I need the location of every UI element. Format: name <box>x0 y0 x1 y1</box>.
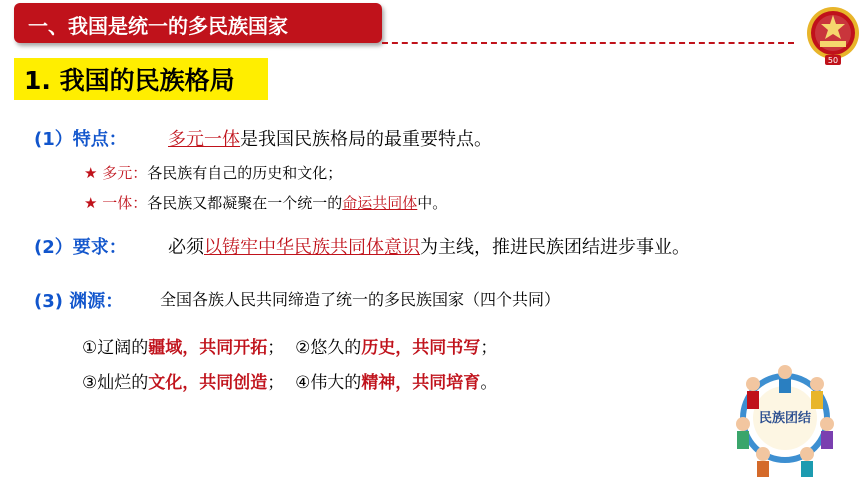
emblem-number: 50 <box>827 56 839 65</box>
subtitle-box <box>14 58 268 100</box>
bullet2-keyword: 命运共同体 <box>342 194 418 212</box>
features-sentence <box>168 125 492 151</box>
section-title-bar <box>14 3 382 43</box>
origin-item-1: ①辽阔的疆域，共同开拓； <box>82 338 285 358</box>
requirement-keyword: 以铸牢中华民族共同体意识 <box>204 237 420 258</box>
requirement-before: 必须 <box>168 237 204 258</box>
origin-line-1 <box>82 333 497 358</box>
illustration-caption: 民族团结 <box>758 411 812 426</box>
star-icon: ★ <box>84 194 98 212</box>
requirement-label: (2）要求： <box>34 237 127 258</box>
star-icon: ★ <box>84 164 98 182</box>
bullet1-label: 多元： <box>102 164 148 182</box>
ethnic-unity-illustration <box>723 358 847 480</box>
bullet2-text-after: 中。 <box>417 194 448 212</box>
origin-item-3: ③灿烂的文化，共同创造； <box>82 373 285 393</box>
features-rest: 是我国民族格局的最重要特点。 <box>240 129 492 150</box>
bullet1-text: 各民族有自己的历史和文化； <box>147 164 343 182</box>
national-emblem-icon <box>806 3 860 69</box>
requirement-after: 为主线，推进民族团结进步事业。 <box>420 237 690 258</box>
bullet2-text-before: 各民族又都凝聚在一个统一的 <box>147 194 343 212</box>
origin-item-2: ②悠久的历史，共同书写； <box>295 338 498 358</box>
origin-label: (3) 渊源： <box>34 291 124 312</box>
section-title: 一、我国是统一的多民族国家 <box>28 14 288 38</box>
bullet-diversity <box>84 162 342 183</box>
origin-text: 全国各族人民共同缔造了统一的多民族国家（四个共同） <box>160 290 561 309</box>
bullet2-label: 一体： <box>102 194 148 212</box>
features-label: (1）特点： <box>34 129 127 150</box>
subtitle: 1. 我国的民族格局 <box>24 66 235 95</box>
requirement-sentence <box>168 233 690 259</box>
origin-line-2 <box>82 368 497 393</box>
bullet-unity <box>84 192 447 213</box>
origin-item-4: ④伟大的精神，共同培育。 <box>295 373 498 393</box>
header-divider <box>382 42 794 44</box>
features-keyword: 多元一体 <box>168 129 240 150</box>
